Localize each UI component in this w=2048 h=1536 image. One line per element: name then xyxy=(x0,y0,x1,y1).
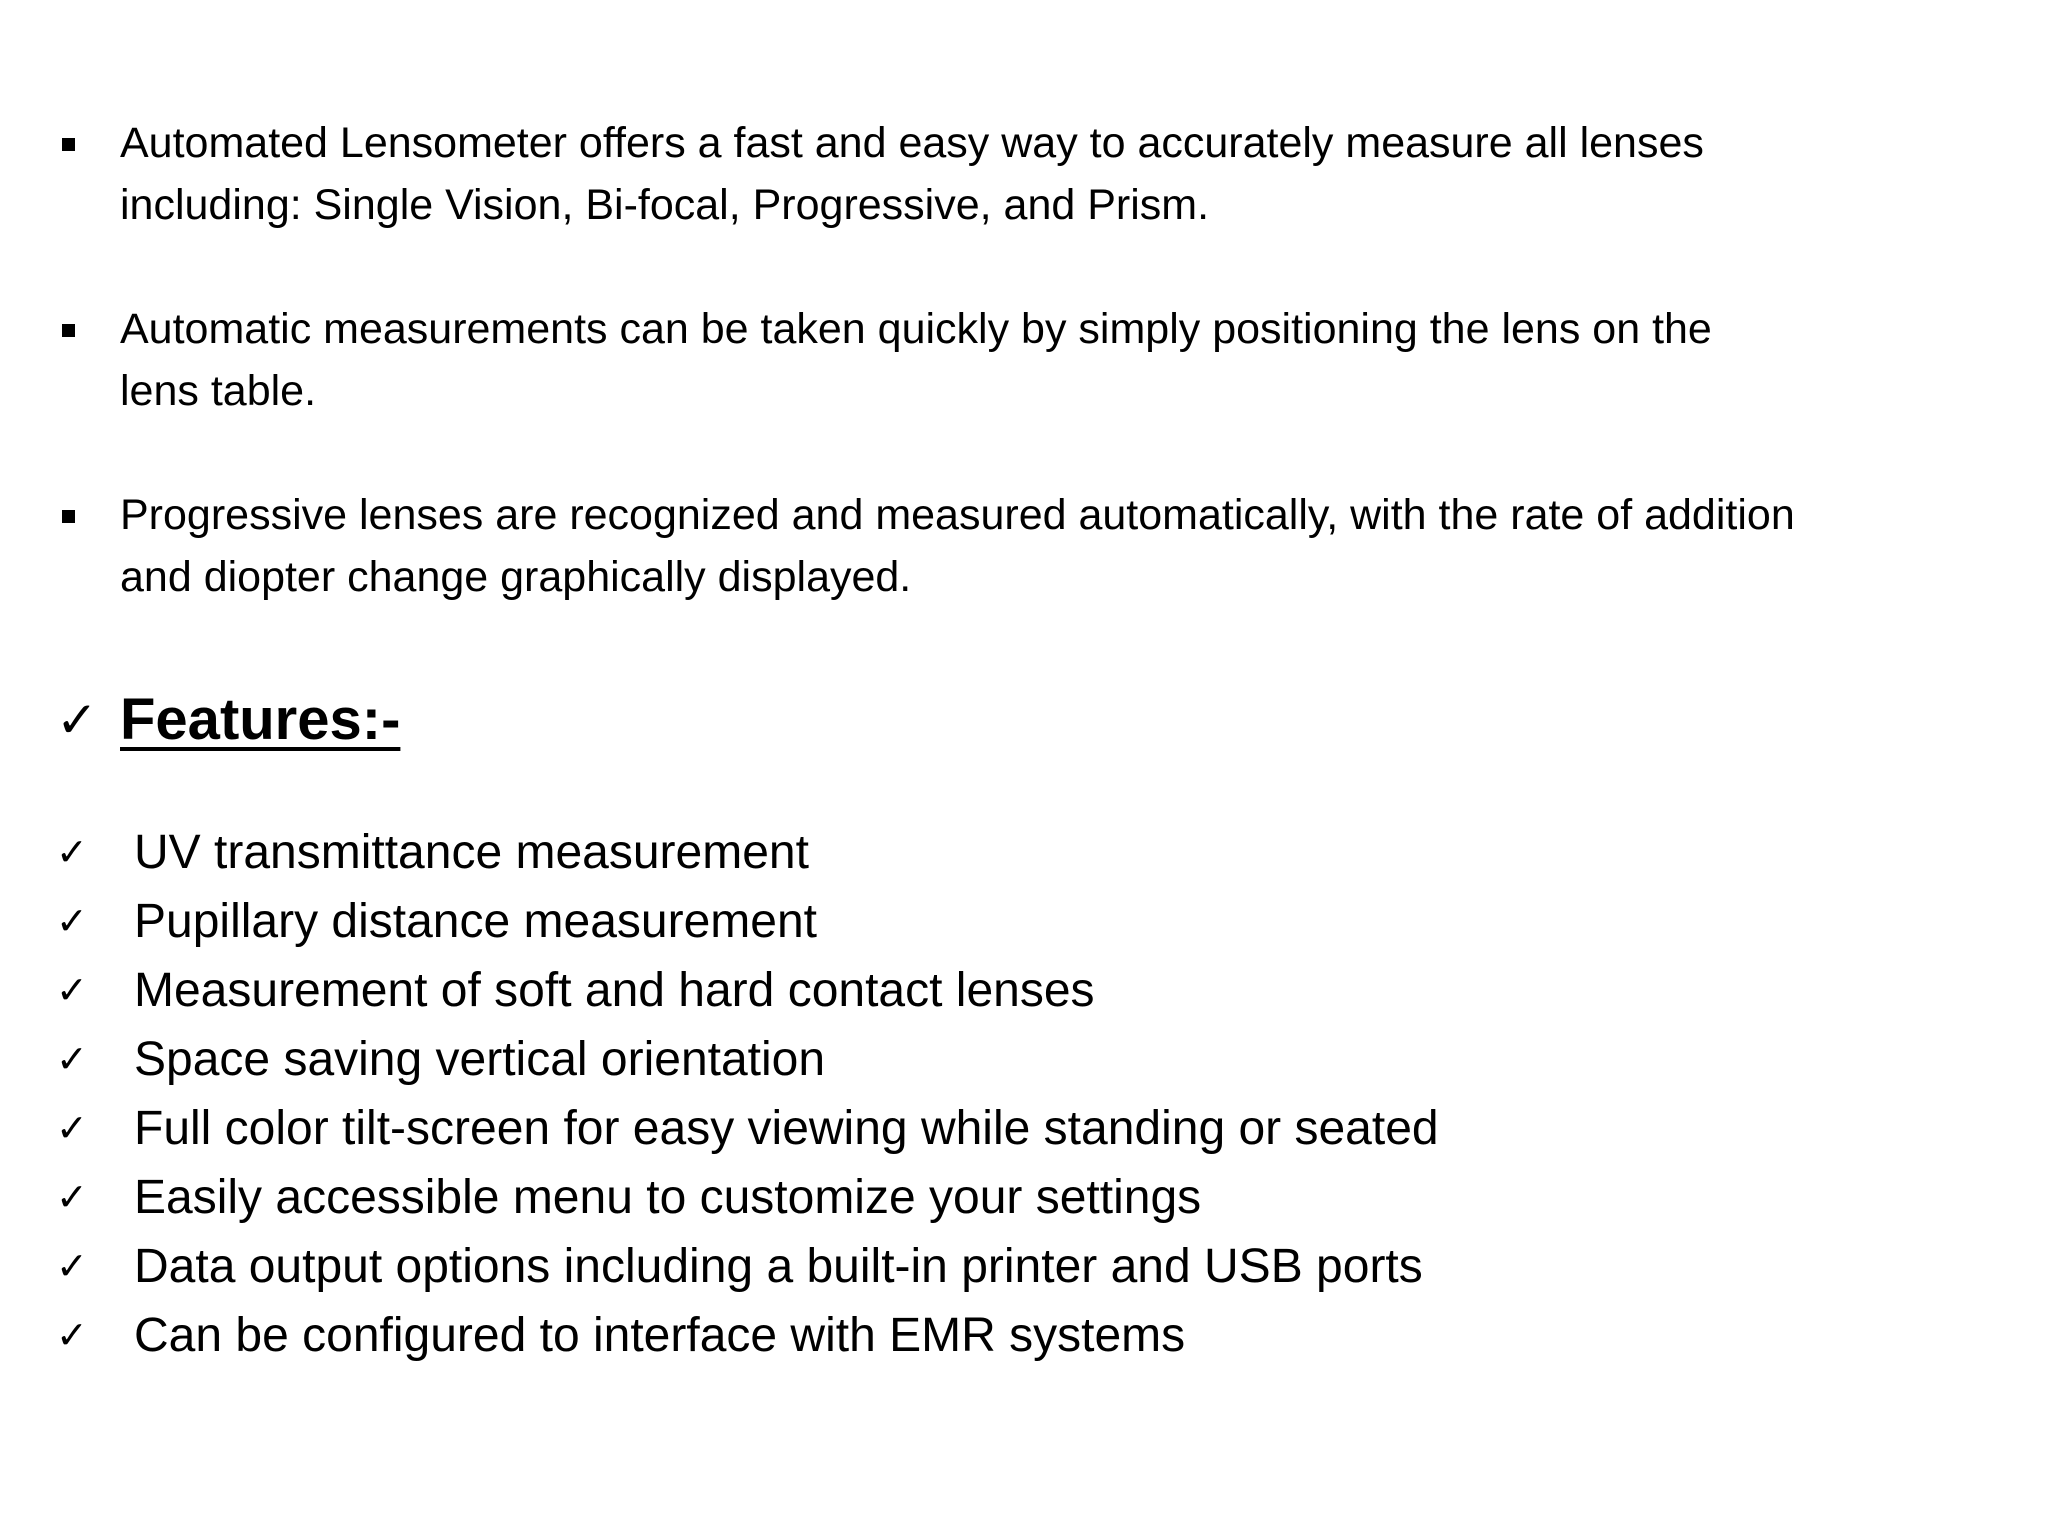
checkmark-icon: ✓ xyxy=(56,1244,88,1288)
feature-item xyxy=(56,1232,1439,1301)
bullet-line: Automated Lensometer offers a fast and easy way to accurately measure all lenses xyxy=(120,119,1704,167)
bullet-item xyxy=(56,298,1996,422)
square-bullet-icon xyxy=(62,324,75,337)
bullet-line: Progressive lenses are recognized and measured automatically, with the rate of addition xyxy=(120,491,1795,539)
bullet-line: Automatic measurements can be taken quickly by simply positioning the lens on the xyxy=(120,305,1712,353)
feature-item xyxy=(56,1301,1439,1370)
square-bullet-icon xyxy=(62,138,75,151)
feature-item xyxy=(56,887,1439,956)
checkmark-icon: ✓ xyxy=(56,830,88,874)
description-bullets xyxy=(56,112,1996,670)
feature-label: Pupillary distance measurement xyxy=(134,895,817,948)
feature-label: Space saving vertical orientation xyxy=(134,1033,826,1086)
bullet-line: including: Single Vision, Bi-focal, Progressive, and Prism. xyxy=(120,181,1210,229)
bullet-line: and diopter change graphically displayed. xyxy=(120,553,912,601)
feature-item xyxy=(56,818,1439,887)
checkmark-icon: ✓ xyxy=(56,691,98,749)
bullet-item xyxy=(56,112,1996,236)
feature-label: Easily accessible menu to customize your settings xyxy=(134,1171,1202,1224)
checkmark-icon: ✓ xyxy=(56,1313,88,1357)
feature-label: Measurement of soft and hard contact lenses xyxy=(134,964,1095,1017)
checkmark-icon: ✓ xyxy=(56,1037,88,1081)
checkmark-icon: ✓ xyxy=(56,968,88,1012)
features-heading xyxy=(56,680,400,760)
feature-item xyxy=(56,1094,1439,1163)
feature-label: Data output options including a built-in printer and USB ports xyxy=(134,1240,1423,1293)
checkmark-icon: ✓ xyxy=(56,1106,88,1150)
feature-label: Can be configured to interface with EMR systems xyxy=(134,1309,1186,1362)
features-list xyxy=(56,818,1439,1370)
feature-item xyxy=(56,1025,1439,1094)
features-title: Features:- xyxy=(120,687,401,752)
feature-item xyxy=(56,956,1439,1025)
bullet-line: lens table. xyxy=(120,367,317,415)
feature-item xyxy=(56,1163,1439,1232)
checkmark-icon: ✓ xyxy=(56,899,88,943)
checkmark-icon: ✓ xyxy=(56,1175,88,1219)
feature-label: Full color tilt-screen for easy viewing while standing or seated xyxy=(134,1102,1439,1155)
feature-label: UV transmittance measurement xyxy=(134,826,809,879)
bullet-item xyxy=(56,484,1996,608)
square-bullet-icon xyxy=(62,510,75,523)
